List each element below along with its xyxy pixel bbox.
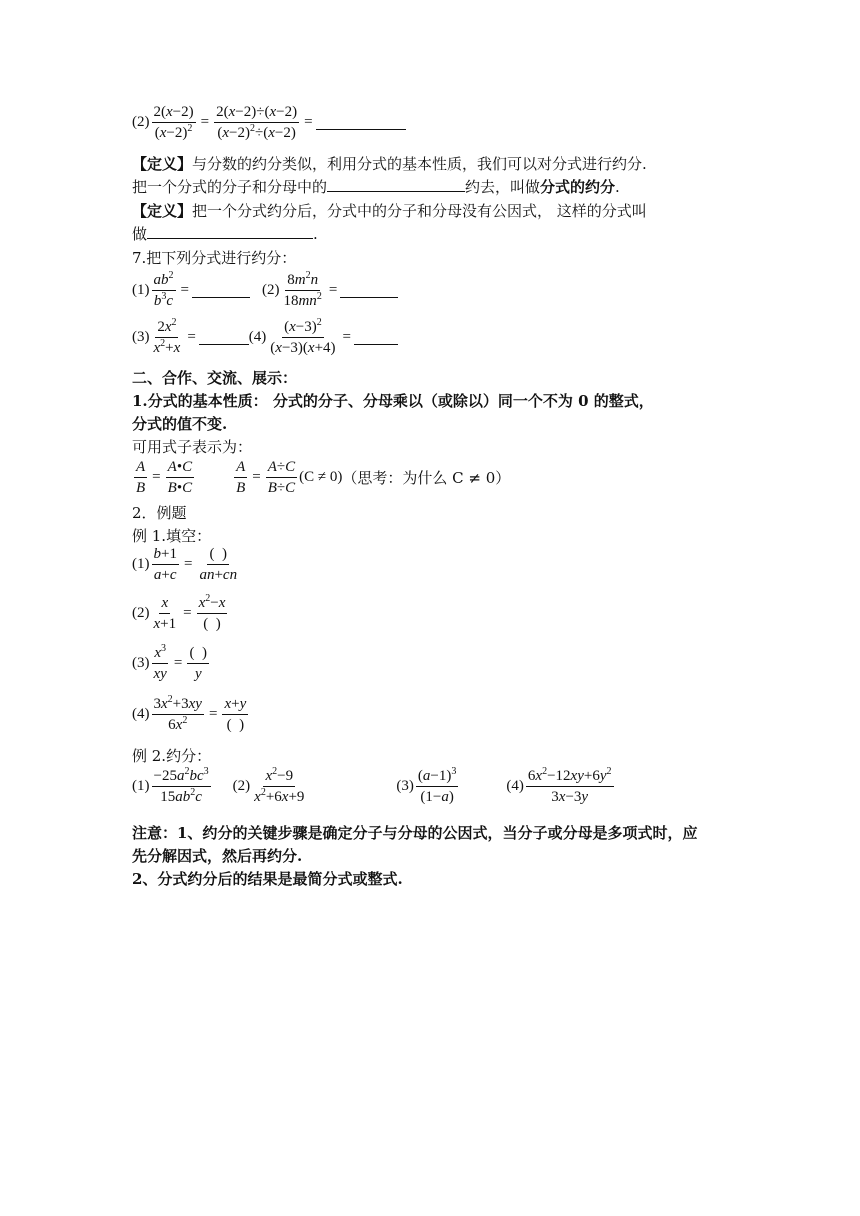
ex2-items: (1) $-25a^2bc^3$ $15ab^2c$ (2) $x^2-9$ $x^2+6x+9$ (3) $(a-1)^3$ (1−a) (4) $6x^2-12xy+6y^2$ 3x−3y (132, 766, 612, 805)
fraction: $\frac{2(x-2)\div(x-2)}{(x-2)^2\div(x-2)}$ (216, 104, 298, 141)
answer-blank[interactable]: ( ) (226, 717, 245, 733)
item-label: (2) (132, 114, 150, 130)
fraction: $\frac{2(x-2)}{(x-2)^2}$ (153, 104, 194, 141)
ex1-item-3: (3) $\frac{x^3}{xy}$ = ( ) y (132, 644, 211, 683)
ex1-item-1: (1) $\frac{b+1}{a+c}$ = ( ) an+cn (132, 546, 238, 583)
fraction: $\frac{ab^2}{b^3c}$ (153, 270, 174, 309)
q7-item-3: (3) $\frac{2x^2}{x^2+x}$ = (4) $\frac{(x-3)^2}{(x-3)(x+4)}$ = (132, 318, 398, 357)
fraction-equation-2: (2) $\frac{2(x-2)}{(x-2)^2}$ = $\frac{2(x-2)\div(x-2)}{(x-2)^2\div(x-2)}$ = (132, 103, 406, 142)
definition-2: 【定义】把一个分式约分后，分式中的分子和分母没有公因式， 这样的分式叫 (132, 202, 647, 220)
example-2-title: 例 2.约分： (132, 747, 212, 765)
question-7-title: 7.把下列分式进行约分： (132, 249, 297, 267)
note-line-3: 2、分式约分后的结果是最简分式或整式. (132, 870, 403, 888)
condition: (C ≠ 0) (299, 469, 343, 485)
fraction: $\frac{8m^2n}{18mn^2}$ (283, 270, 322, 309)
answer-blank[interactable] (327, 177, 465, 192)
answer-blank[interactable] (316, 115, 406, 130)
answer-blank[interactable]: ( ) (209, 546, 227, 562)
answer-blank[interactable]: ( ) (203, 616, 221, 632)
section-2-title: 二、合作、交流、展示： (132, 369, 298, 387)
definition-1: 【定义】与分数的约分类似，利用分式的基本性质，我们可以对分式进行约分. (132, 155, 647, 173)
answer-blank[interactable] (147, 224, 313, 239)
definition-2-cont: 做 . (132, 225, 318, 243)
example-1-title: 例 1.填空： (132, 527, 212, 545)
ex1-item-2: (2) $\frac{x}{x+1}$ = $x^2-x$ ( ) (132, 593, 226, 632)
think-note: （思考：为什么 C ≠ 0） (342, 469, 511, 487)
answer-blank[interactable] (199, 330, 249, 345)
answer-blank[interactable]: ( ) (189, 645, 208, 661)
definition-1-cont: 把一个分式的分子和分母中的 约去，叫做分式的约分. (132, 178, 620, 196)
answer-blank[interactable] (354, 330, 398, 345)
expression-title: 可用式子表示为： (132, 438, 253, 456)
fraction: $\frac{2x^2}{x^2+x}$ (153, 317, 181, 356)
property-line-2: 分式的值不变. (132, 415, 228, 433)
note-line-1: 注意：1、约分的关键步骤是确定分子与分母的公因式，当分子或分母是多项式时，应 (132, 824, 698, 842)
q7-item-1: (1) $\frac{ab^2}{b^3c}$ = (2) $\frac{8m^2n}{18mn^2}$ = (132, 271, 398, 310)
property-line-1: 1.分式的基本性质： 分式的分子、分母乘以（或除以）同一个不为 0 的整式， (132, 392, 654, 410)
ex1-item-4: (4) $\frac{3x^2+3xy}{6x^2}$ = x+y ( ) (132, 694, 247, 733)
fraction: $\frac{(x-3)^2}{(x-3)(x+4)}$ (270, 317, 336, 356)
examples-title: 2．例题 (132, 504, 187, 522)
answer-blank[interactable] (192, 283, 250, 298)
note-line-2: 先分解因式，然后再约分. (132, 847, 303, 865)
property-formula: $\frac{A}{B}$ = $\frac{A•C}{B•C}$ $\frac{A}{B}$ = $\frac{A\div C}{B\div C}$ (C ≠ 0) （思考：为什么 C ≠ 0） (136, 459, 511, 496)
answer-blank[interactable] (340, 283, 398, 298)
